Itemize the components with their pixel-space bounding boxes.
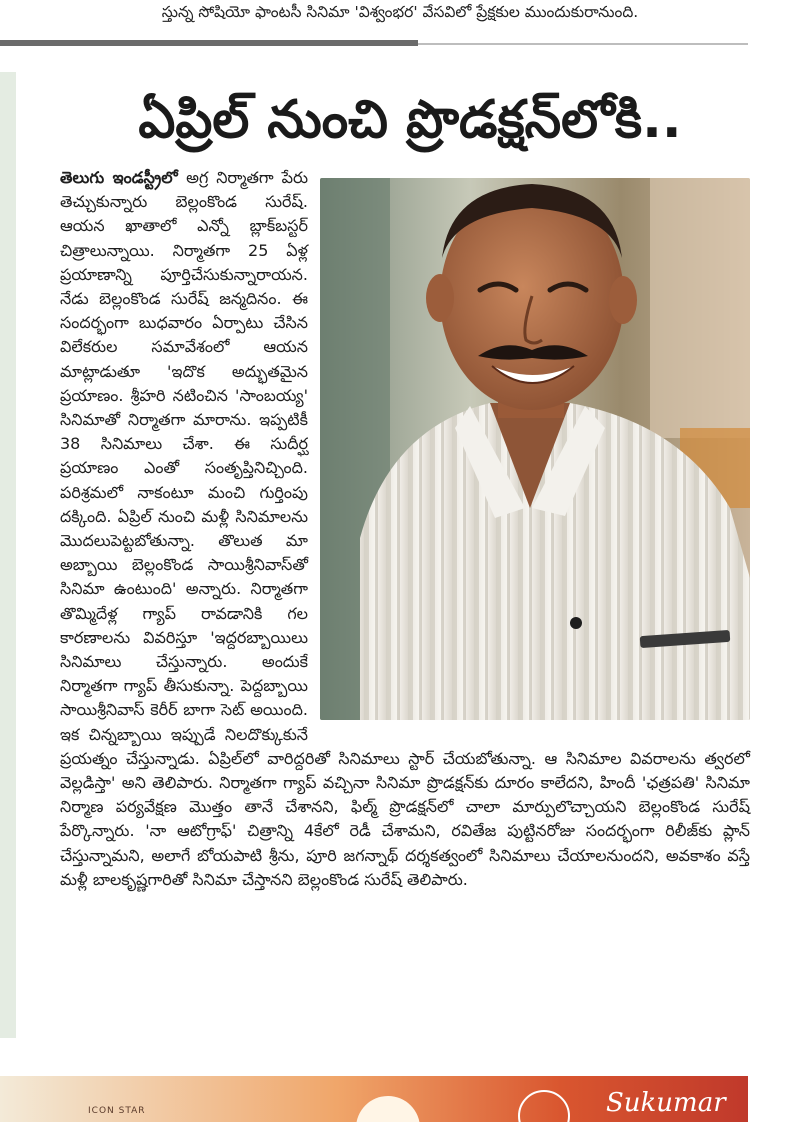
ad-circle-graphic: [356, 1096, 420, 1122]
ad-logo-icon: [518, 1090, 570, 1122]
article-body: [60, 166, 750, 892]
advertisement-banner: [0, 1076, 748, 1122]
article-lead: తెలుగు ఇండస్ట్రీలో: [60, 168, 187, 187]
portrait-photo: [320, 178, 750, 720]
ad-tagline: ICON STAR: [88, 1106, 146, 1116]
section-divider-thin: [418, 43, 748, 45]
article-text: అగ్ర నిర్మాతగా పేరు తెచ్చుకున్నారు బెల్లంకొండ సురేష్. ఆయన ఖాతాలో ఎన్నో బ్లాక్‌బస్టర్ చిత్రాలున్నాయి. నిర్మాతగా 25 ఏళ్ల ప్రయాణాన్ని పూర్తిచేసుకున్నారాయన. నేడు బెల్లంకొండ సురేష్ జన్మదినం. ఈ సందర్భంగా బుధవారం ఏర్పాటు చేసిన విలేకరుల సమావేశంలో ఆయన మాట్లాడుతూ 'ఇదొక అద్భుతమైన ప్రయాణం. శ్రీహరి నటించిన 'సాంబయ్య' సినిమాతో నిర్మాతగా మారాను. ఇప్పటికీ 38 సినిమాలు చేశా. ఈ సుదీర్ఘ ప్రయాణం ఎంతో సంతృప్తినిచ్చింది. పరిశ్రమలో నాకంటూ మంచి గుర్తింపు దక్కింది. ఏప్రిల్ నుంచి మళ్లీ సినిమాలను మొదలుపెట్టబోతున్నా. తొలుత మా అబ్బాయి బెల్లంకొండ సాయిశ్రీనివాస్‌తో సినిమా ఉంటుంది' అన్నారు. నిర్మాతగా తొమ్మిదేళ్ల గ్యాప్ రావడానికి గల కారణాలను వివరిస్తూ 'ఇద్దరబ్బాయిలు సినిమాలు చేస్తున్నారు. అందుకే నిర్మాతగా గ్యాప్ తీసుకున్నా. పెద్దబ్బాయి సాయిశ్రీనివాస్ కెరీర్ బాగా సెట్ అయింది. ఇక చిన్నబ్బాయి ఇప్పుడే నిలదొక్కుకునే ప్రయత్నం చేస్తున్నాడు. ఏప్రిల్‌లో వారిద్దరితో సినిమాలు స్టార్ చేయబోతున్నా. ఆ సినిమాల వివరాలను త్వరలో వెల్లడిస్తా' అని తెలిపారు. నిర్మాతగా గ్యాప్ వచ్చినా సినిమా ప్రొడక్షన్‌కు దూరం కాలేదని, హిందీ 'ఛత్రపతి' సినిమా నిర్మాణ పర్యవేక్షణ మొత్తం తానే చేశానని, ఫిల్మ్ ప్రొడక్షన్‌లో చాలా మార్పులొచ్చాయని బెల్లంకొండ సురేష్ పేర్కొన్నారు. 'నా ఆటోగ్రాఫ్' చిత్రాన్ని 4కేలో రెడీ చేశామని, రవితేజ పుట్టినరోజు సందర్భంగా రిలీజ్‌కు ప్లాన్ చేస్తున్నామని, అలాగే బోయపాటి శ్రీను, పూరి జగన్నాథ్ దర్శకత్వంలో సినిమాలు చేయాలనుందని, అవకాశం వస్తే మళ్లీ బాలకృష్ణగారితో సినిమా చేస్తానని బెల్లంకొండ సురేష్ తెలిపారు.: [60, 168, 750, 889]
section-divider: [0, 40, 418, 46]
previous-article-tail: స్తున్న సోషియో ఫాంటసీ సినిమా 'విశ్వంభర' వేసవిలో ప్రేక్షకుల ముందుకురానుంది.: [161, 3, 639, 21]
article-headline: ఏప్రిల్ నుంచి ప్రొడక్షన్‌లోకి..: [138, 90, 682, 150]
margin-strip: [0, 72, 16, 1038]
ad-script-text: Sukumar: [606, 1088, 726, 1118]
